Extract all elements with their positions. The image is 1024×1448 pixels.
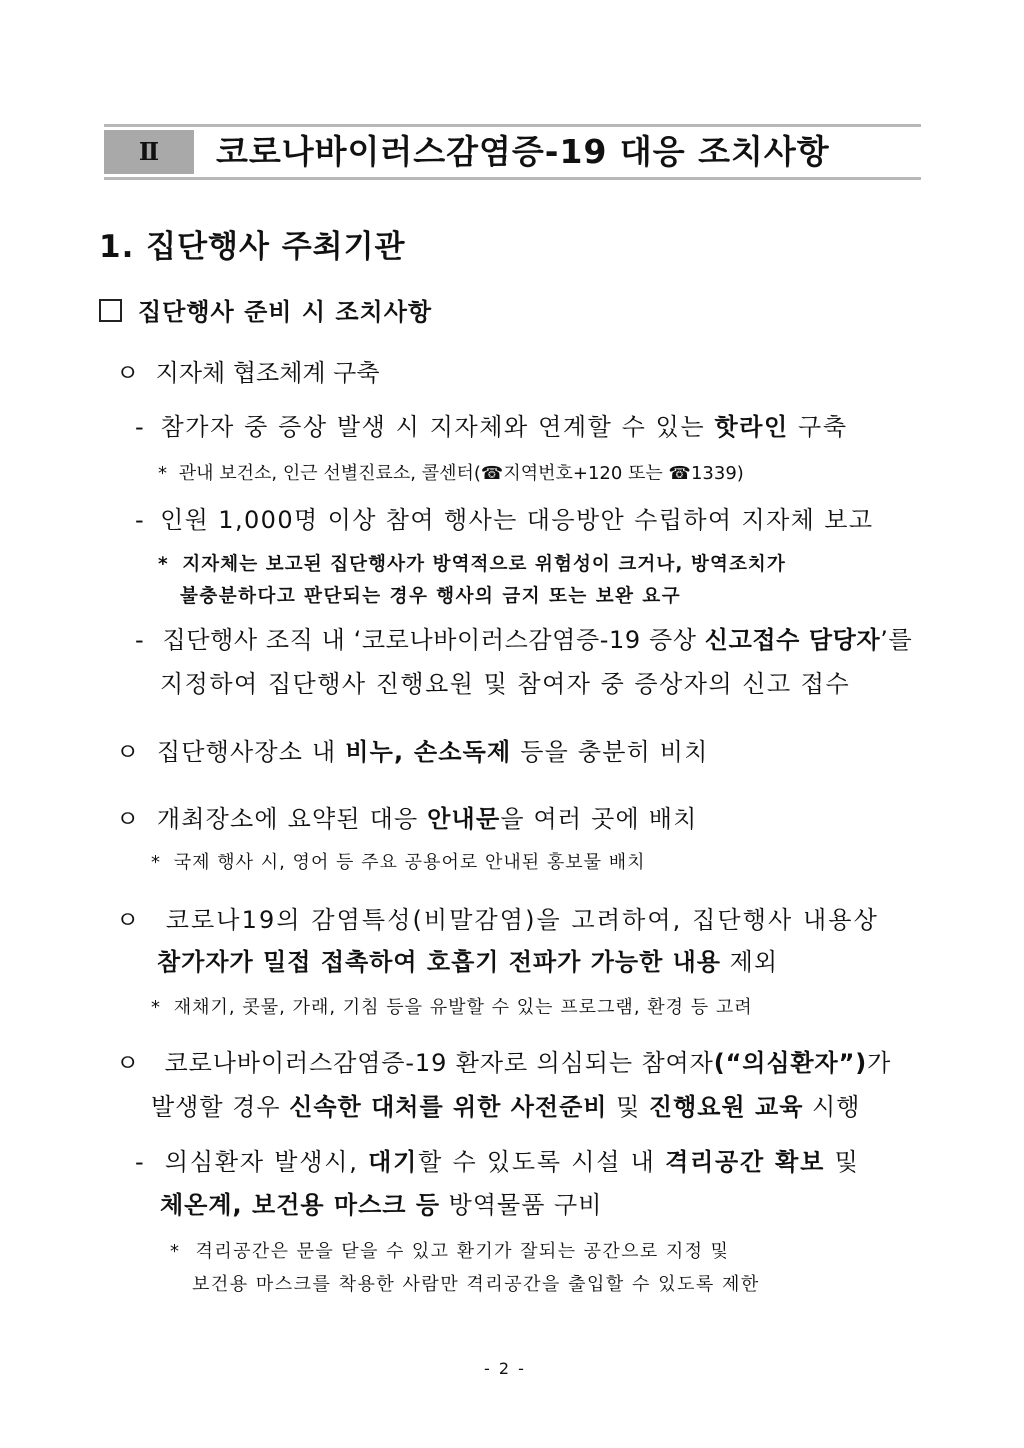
item-text: 시행 — [803, 1093, 861, 1121]
dash-item — [135, 1142, 860, 1177]
item-text: 발생할 경우 — [151, 1093, 290, 1121]
item-text-bold: 핫라인 — [714, 413, 789, 441]
item-text-bold: 안내문 — [427, 805, 501, 833]
dash-bullet: - — [135, 506, 146, 534]
item-text-continued — [157, 942, 778, 977]
item-text: 및 — [607, 1093, 649, 1121]
circle-bullet: ㅇ — [116, 906, 142, 934]
dash-bullet: - — [135, 1148, 146, 1176]
subsection-title: 집단행사 준비 시 조치사항 — [138, 298, 433, 326]
star-bullet: * — [158, 463, 167, 484]
item-text: 가 — [867, 1049, 892, 1077]
dash-bullet: - — [135, 413, 146, 441]
item-text-continued — [160, 1185, 602, 1220]
item-text: 코로나19의 감염특성(비말감염)을 고려하여, 집단행사 내용상 — [165, 906, 879, 934]
item-text-bold: 신고접수 담당자 — [704, 626, 881, 654]
star-bullet: * — [151, 852, 161, 873]
item-text: 제외 — [721, 948, 778, 976]
item-text-bold: (“의심환자”) — [713, 1049, 868, 1077]
item-text: 참가자 중 증상 발생 시 지자체와 연계할 수 있는 — [160, 413, 715, 441]
note-text: 관내 보건소, 인근 선별진료소, 콜센터(☎지역번호+120 또는 ☎1339) — [178, 463, 744, 484]
item-text-bold: 대기 — [368, 1148, 419, 1176]
item-text-bold: 진행요원 교육 — [648, 1093, 804, 1121]
item-text-bold: 격리공간 확보 — [665, 1148, 826, 1176]
header-top-rule — [104, 124, 921, 127]
circle-bullet: ㅇ — [116, 359, 140, 387]
item-text: 구축 — [788, 413, 848, 441]
item-text: 인원 1,000명 이상 참여 행사는 대응방안 수립하여 지자체 보고 — [160, 506, 874, 534]
list-item — [116, 732, 709, 767]
note-item — [151, 993, 753, 1019]
note-text-continued: 불충분하다고 판단되는 경우 행사의 금지 또는 보완 요구 — [180, 586, 682, 607]
note-item — [158, 550, 786, 576]
star-bullet: * — [170, 1241, 181, 1262]
item-text: 집단행사 조직 내 ‘코로나바이러스감염증-19 증상 — [162, 626, 705, 654]
item-text: 을 여러 곳에 배치 — [500, 805, 698, 833]
item-text: 지자체 협조체계 구축 — [155, 359, 380, 387]
item-text: 등을 충분히 비치 — [511, 738, 709, 766]
item-text-bold: 비누, 손소독제 — [345, 738, 512, 766]
page-number: - 2 - — [484, 1359, 526, 1378]
list-item — [116, 1043, 891, 1078]
header-bottom-rule — [104, 177, 921, 180]
section-title: 1. 집단행사 주최기관 — [99, 229, 406, 265]
star-bullet: * — [158, 554, 169, 575]
star-bullet: * — [151, 997, 161, 1018]
list-item — [116, 353, 380, 388]
list-item — [116, 900, 879, 935]
chapter-title: 코로나바이러스감염증-19 대응 조치사항 — [216, 132, 830, 171]
item-text-continued — [151, 1087, 860, 1122]
note-text-continued: 보건용 마스크를 착용한 사람만 격리공간을 출입할 수 있도록 제한 — [192, 1274, 760, 1295]
item-text: ’를 — [880, 626, 913, 654]
dash-item — [135, 620, 912, 655]
dash-item — [135, 407, 848, 442]
note-text: 재채기, 콧물, 가래, 기침 등을 유발할 수 있는 프로그램, 환경 등 고려 — [173, 997, 753, 1018]
item-text: 및 — [825, 1148, 860, 1176]
chapter-header — [104, 124, 921, 180]
item-text-continued: 지정하여 집단행사 진행요원 및 참여자 중 증상자의 신고 접수 — [160, 670, 851, 698]
note-text: 격리공간은 문을 닫을 수 있고 환기가 잘되는 공간으로 지정 및 — [195, 1241, 730, 1262]
checkbox-square-icon — [99, 299, 122, 322]
item-text: 방역물품 구비 — [440, 1191, 603, 1219]
chapter-number: Ⅱ — [104, 130, 194, 174]
circle-bullet: ㅇ — [116, 738, 141, 766]
note-item — [151, 848, 646, 874]
item-text-bold: 체온계, 보건용 마스크 등 — [160, 1191, 441, 1219]
circle-bullet: ㅇ — [116, 1049, 141, 1077]
item-text: 개최장소에 요약된 대응 — [156, 805, 428, 833]
item-text: 코로나바이러스감염증-19 환자로 의심되는 참여자 — [164, 1049, 714, 1077]
subsection-heading — [99, 292, 432, 327]
note-item — [170, 1237, 729, 1263]
dash-item — [135, 500, 873, 535]
circle-bullet: ㅇ — [116, 805, 141, 833]
note-text: 지자체는 보고된 집단행사가 방역적으로 위험성이 크거나, 방역조치가 — [182, 554, 786, 575]
item-text: 집단행사장소 내 — [156, 738, 346, 766]
item-text-bold: 참가자가 밀접 접촉하여 호흡기 전파가 가능한 내용 — [157, 948, 721, 976]
item-text: 의심환자 발생시, — [164, 1148, 369, 1176]
dash-bullet: - — [135, 626, 145, 654]
note-item — [158, 459, 744, 485]
note-text: 국제 행사 시, 영어 등 주요 공용어로 안내된 홍보물 배치 — [173, 852, 646, 873]
list-item — [116, 799, 698, 834]
item-text: 할 수 있도록 시설 내 — [418, 1148, 666, 1176]
item-text-bold: 신속한 대처를 위한 사전준비 — [289, 1093, 608, 1121]
